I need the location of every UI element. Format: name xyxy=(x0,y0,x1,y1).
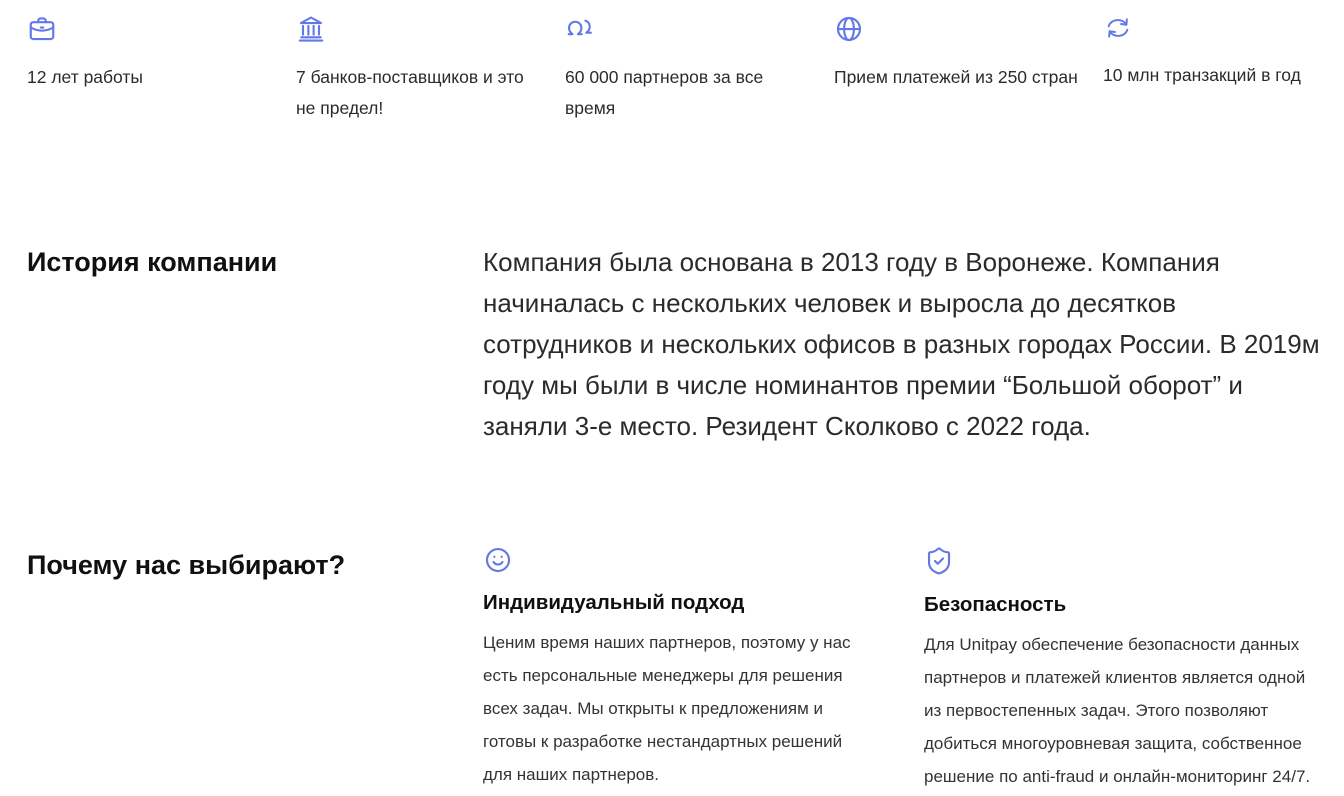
feature-card-individual-approach xyxy=(483,545,863,793)
smiley-icon xyxy=(483,545,513,575)
bank-icon xyxy=(296,14,326,44)
shield-check-icon xyxy=(924,545,954,577)
why-title-col xyxy=(27,545,483,793)
refresh-icon xyxy=(1103,14,1133,42)
feature-card-security xyxy=(924,545,1320,793)
stat-item-partners xyxy=(565,14,834,124)
history-section xyxy=(0,242,1344,447)
history-title: История компании xyxy=(27,247,278,277)
users-icon xyxy=(565,14,597,44)
why-title: Почему нас выбирают? xyxy=(27,550,346,580)
briefcase-icon xyxy=(27,14,57,44)
feature-card-title: Безопасность xyxy=(924,593,1067,616)
stat-label: 12 лет работы xyxy=(27,67,143,87)
stat-item-countries xyxy=(834,14,1103,124)
why-section xyxy=(0,545,1344,793)
stat-label: 60 000 партнеров за все время xyxy=(565,67,764,118)
history-title-col xyxy=(27,242,483,447)
stat-label: Прием платежей из 250 стран xyxy=(834,67,1078,87)
globe-icon xyxy=(834,14,864,44)
feature-card-body: Для Unitpay обеспечение безопасности данных партнеров и платежей клиентов является одной из первостепенных задач. Этого позволяют добиться многоуровневая защита, собственное решение по anti-fraud и онлайн-мониторинг 24/7. xyxy=(924,635,1311,786)
stat-item-transactions xyxy=(1103,14,1344,124)
feature-card-body: Ценим время наших партнеров, поэтому у нас есть персональные менеджеры для решения всех задач. Мы открыты к предложениям и готовы к разработке нестандартных решений для наших партнеров. xyxy=(483,633,851,784)
stats-row xyxy=(0,0,1344,124)
stat-item-banks xyxy=(296,14,565,124)
history-body: Компания была основана в 2013 году в Воронеже. Компания начиналась с нескольких человек и выросла до десятков сотрудников и нескольких офисов в разных городах России. В 2019м году мы были в числе номинантов премии “Большой оборот” и заняли 3-е место. Резидент Сколково с 2022 года. xyxy=(483,247,1320,441)
stat-label: 7 банков-поставщиков и это не предел! xyxy=(296,67,524,118)
why-cards xyxy=(483,545,1320,793)
feature-card-title: Индивидуальный подход xyxy=(483,591,745,614)
stat-label: 10 млн транзакций в год xyxy=(1103,65,1301,85)
stat-item-years xyxy=(27,14,296,124)
